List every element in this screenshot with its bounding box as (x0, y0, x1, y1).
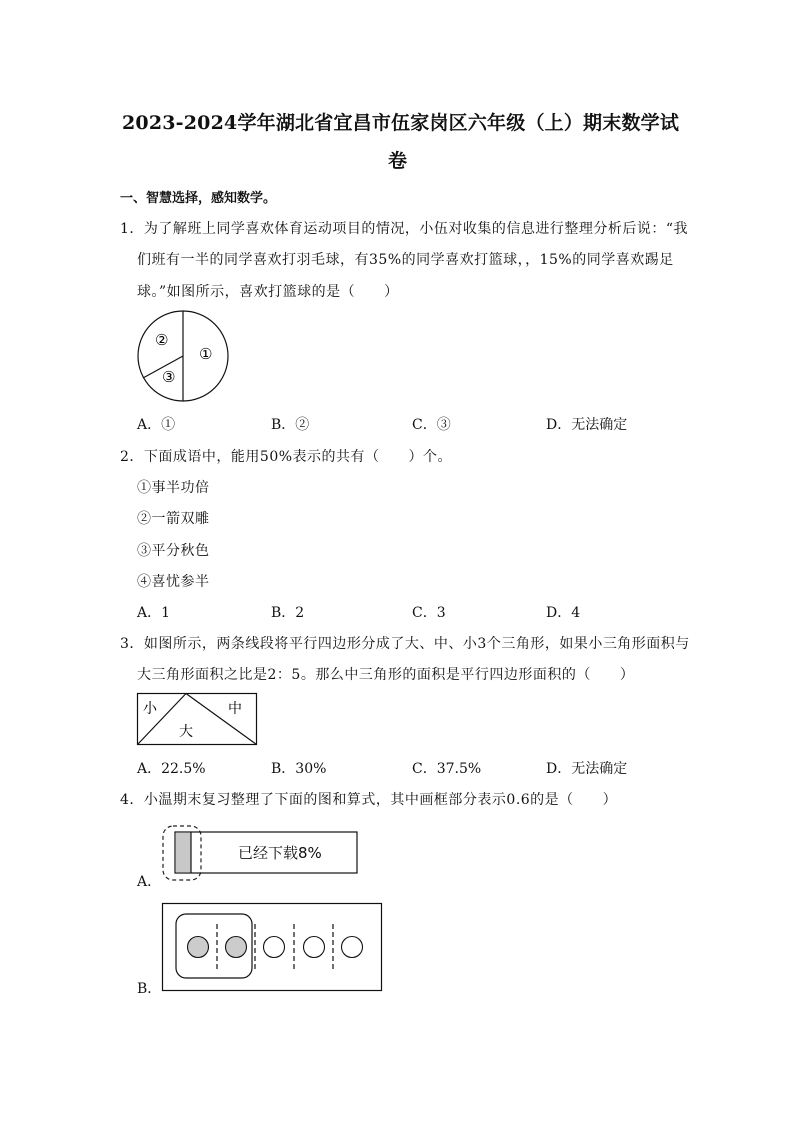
download-progress-label: 已经下载8% (238, 844, 322, 862)
q3-option-b[interactable]: B．30% (271, 761, 327, 777)
q1-option-b[interactable]: B．② (271, 417, 310, 433)
q3-text-line1: 3．如图所示，两条线段将平行四边形分成了大、中、小3个三角形，如果小三角形面积与 (120, 636, 690, 652)
label-large: 大 (179, 724, 193, 740)
section-heading: 一、智慧选择，感知数学。 (120, 191, 277, 206)
q1-text-line2: 们班有一半的同学喜欢打羽毛球，有35%的同学喜欢打篮球，，15%的同学喜欢踢足 (137, 252, 674, 268)
parallelogram-figure (136, 692, 260, 748)
circles-figure (160, 901, 386, 993)
page-title: 2023-2024学年湖北省宜昌市伍家岗区六年级（上）期末数学试 (122, 112, 680, 134)
q2-item-2: ②一箭双雕 (137, 511, 210, 527)
q2-item-4: ④喜忧参半 (137, 574, 210, 590)
q4-text: 4．小温期末复习整理了下面的图和算式，其中画框部分表示0.6的是（ ） (120, 792, 618, 808)
q4-option-a[interactable]: A． (137, 874, 162, 890)
q2-item-3: ③平分秋色 (137, 543, 210, 559)
q2-option-d[interactable]: D．4 (546, 605, 581, 621)
figure-line-right (186, 694, 257, 745)
circle-empty-2 (304, 937, 325, 958)
q1-option-c[interactable]: C．③ (412, 417, 451, 433)
q3-text-line2: 大三角形面积之比是2：5。那么中三角形的面积是平行四边形面积的（ ） (137, 667, 635, 683)
circle-empty-1 (264, 937, 285, 958)
q2-item-1: ①事半功倍 (137, 480, 210, 496)
q1-option-a[interactable]: A．① (137, 417, 176, 433)
pie-chart-figure (135, 308, 235, 404)
label-middle: 中 (228, 701, 242, 717)
page-title-continued: 卷 (388, 150, 408, 172)
label-small: 小 (143, 701, 157, 717)
pie-label-1: ① (199, 345, 213, 363)
circle-shaded-1 (188, 937, 209, 958)
q2-text: 2．下面成语中，能用50%表示的共有（ ）个。 (120, 449, 453, 465)
q2-option-a[interactable]: A．1 (137, 605, 171, 621)
q4-option-b[interactable]: B． (137, 981, 162, 997)
q2-option-b[interactable]: B．2 (271, 605, 305, 621)
circle-empty-3 (342, 937, 363, 958)
q3-option-d[interactable]: D．无法确定 (546, 761, 628, 777)
q1-option-d[interactable]: D．无法确定 (546, 417, 628, 433)
q1-text-line3: 球。”如图所示，喜欢打篮球的是（ ） (137, 284, 399, 300)
progress-bar-fill (176, 833, 191, 872)
circle-shaded-2 (226, 937, 247, 958)
pie-label-2: ② (155, 331, 169, 349)
q3-option-a[interactable]: A．22.5% (137, 761, 206, 777)
q3-option-c[interactable]: C．37.5% (412, 761, 482, 777)
q1-text-line1: 1．为了解班上同学喜欢体育运动项目的情况，小伍对收集的信息进行整理分析后说：“我 (120, 221, 689, 237)
q2-option-c[interactable]: C．3 (412, 605, 446, 621)
pie-label-3: ③ (162, 368, 176, 386)
